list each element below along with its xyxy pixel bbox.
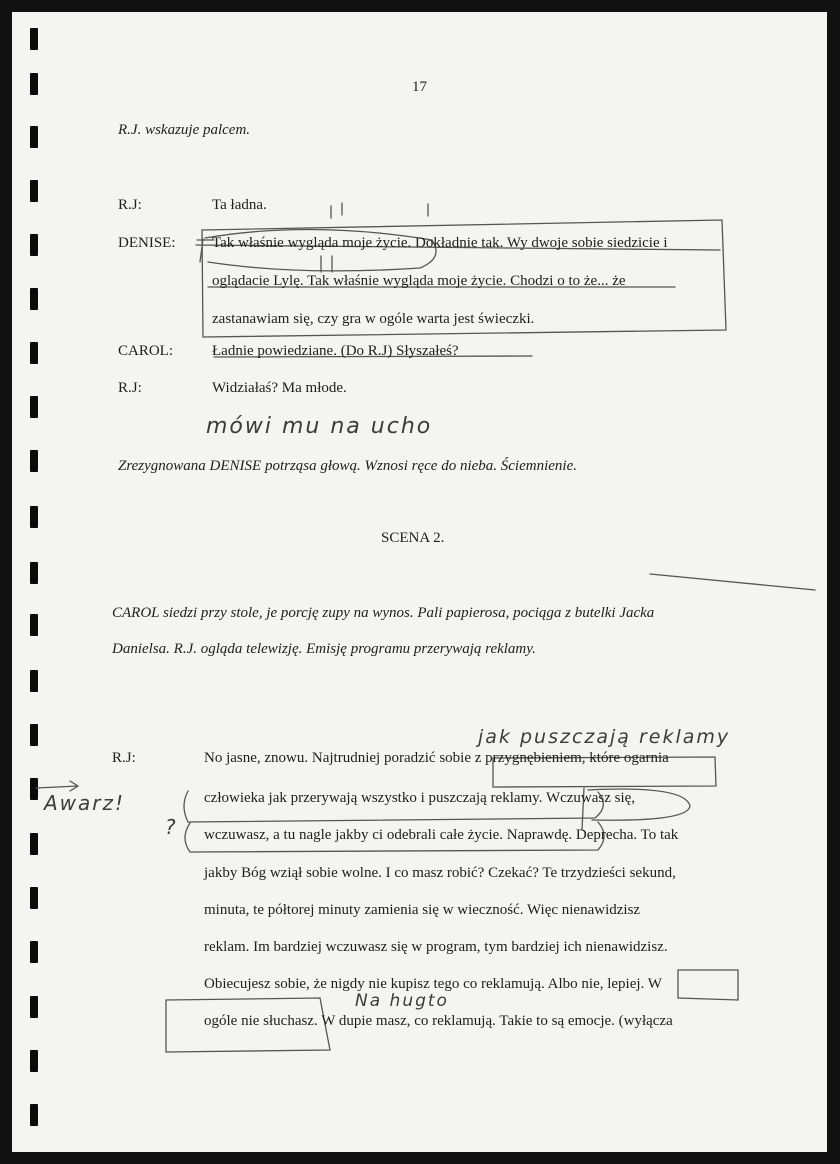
speaker-name: R.J: [118,197,142,213]
page-number: 17 [412,79,427,95]
dialogue-line: Widziałaś? Ma młode. [212,380,347,396]
stage-direction: Zrezygnowana DENISE potrząsa głową. Wznosi ręce do nieba. Ściemnienie. [118,458,577,474]
handwritten-question-mark: ? [165,815,178,839]
scene-heading: SCENA 2. [381,530,445,546]
handwritten-margin-note: Awarz! [44,791,126,815]
dialogue-line: człowieka jak przerywają wszystko i puszczają reklamy. Wczuwasz się, [204,790,636,806]
stage-direction: CAROL siedzi przy stole, je porcję zupy na wynos. Pali papierosa, pociąga z butelki Jacka [112,605,655,621]
dialogue-line: reklam. Im bardziej wczuwasz się w program, tym bardziej ich nienawidzisz. [204,939,668,955]
dialogue-line: zastanawiam się, czy gra w ogóle warta jest świeczki. [212,311,535,327]
speaker-name: CAROL: [118,343,174,359]
dialogue-line: No jasne, znowu. Najtrudniej poradzić sobie z przygnębieniem, które ogarnia [204,750,669,766]
handwritten-note: jak puszczają reklamy [478,726,731,748]
dialogue-line: wczuwasz, a tu nagle jakby ci odebrali całe życie. Naprawdę. Deprecha. To tak [204,827,679,843]
handwritten-note: Na hugto [355,991,449,1011]
dialogue-line: Ładnie powiedziane. (Do R.J) Słyszałeś? [212,343,459,359]
dialogue-line: jakby Bóg wziął sobie wolne. I co masz robić? Czekać? Te trzydzieści sekund, [204,865,676,881]
dialogue-line: Obiecujesz sobie, że nigdy nie kupisz tego co reklamują. Albo nie, lepiej. W [204,976,662,992]
box-w [678,970,738,1000]
dialogue-line: oglądacie Lylę. Tak właśnie wygląda moje życie. Chodzi o to że... że [212,273,626,289]
arrow-margin [36,781,78,791]
dialogue-line: Tak właśnie wygląda moje życie. Dokładnie tak. Wy dwoje sobie siedzicie i [212,235,668,251]
speaker-name: R.J: [112,750,136,766]
speaker-name: R.J: [118,380,142,396]
right-margin-line [650,574,815,590]
dialogue-line: ogóle nie słuchasz. W dupie masz, co reklamują. Takie to są emocje. (wyłącza [204,1013,673,1029]
speaker-name: DENISE: [118,235,176,251]
stage-direction: R.J. wskazuje palcem. [118,122,251,138]
dialogue-line: Ta ładna. [212,197,267,213]
handwritten-note: mówi mu na ucho [206,414,433,439]
dialogue-line: minuta, te półtorej minuty zamienia się w wieczność. Więc nienawidzisz [204,902,641,918]
stage-direction: Danielsa. R.J. ogląda telewizję. Emisję programu przerywają reklamy. [112,641,536,657]
